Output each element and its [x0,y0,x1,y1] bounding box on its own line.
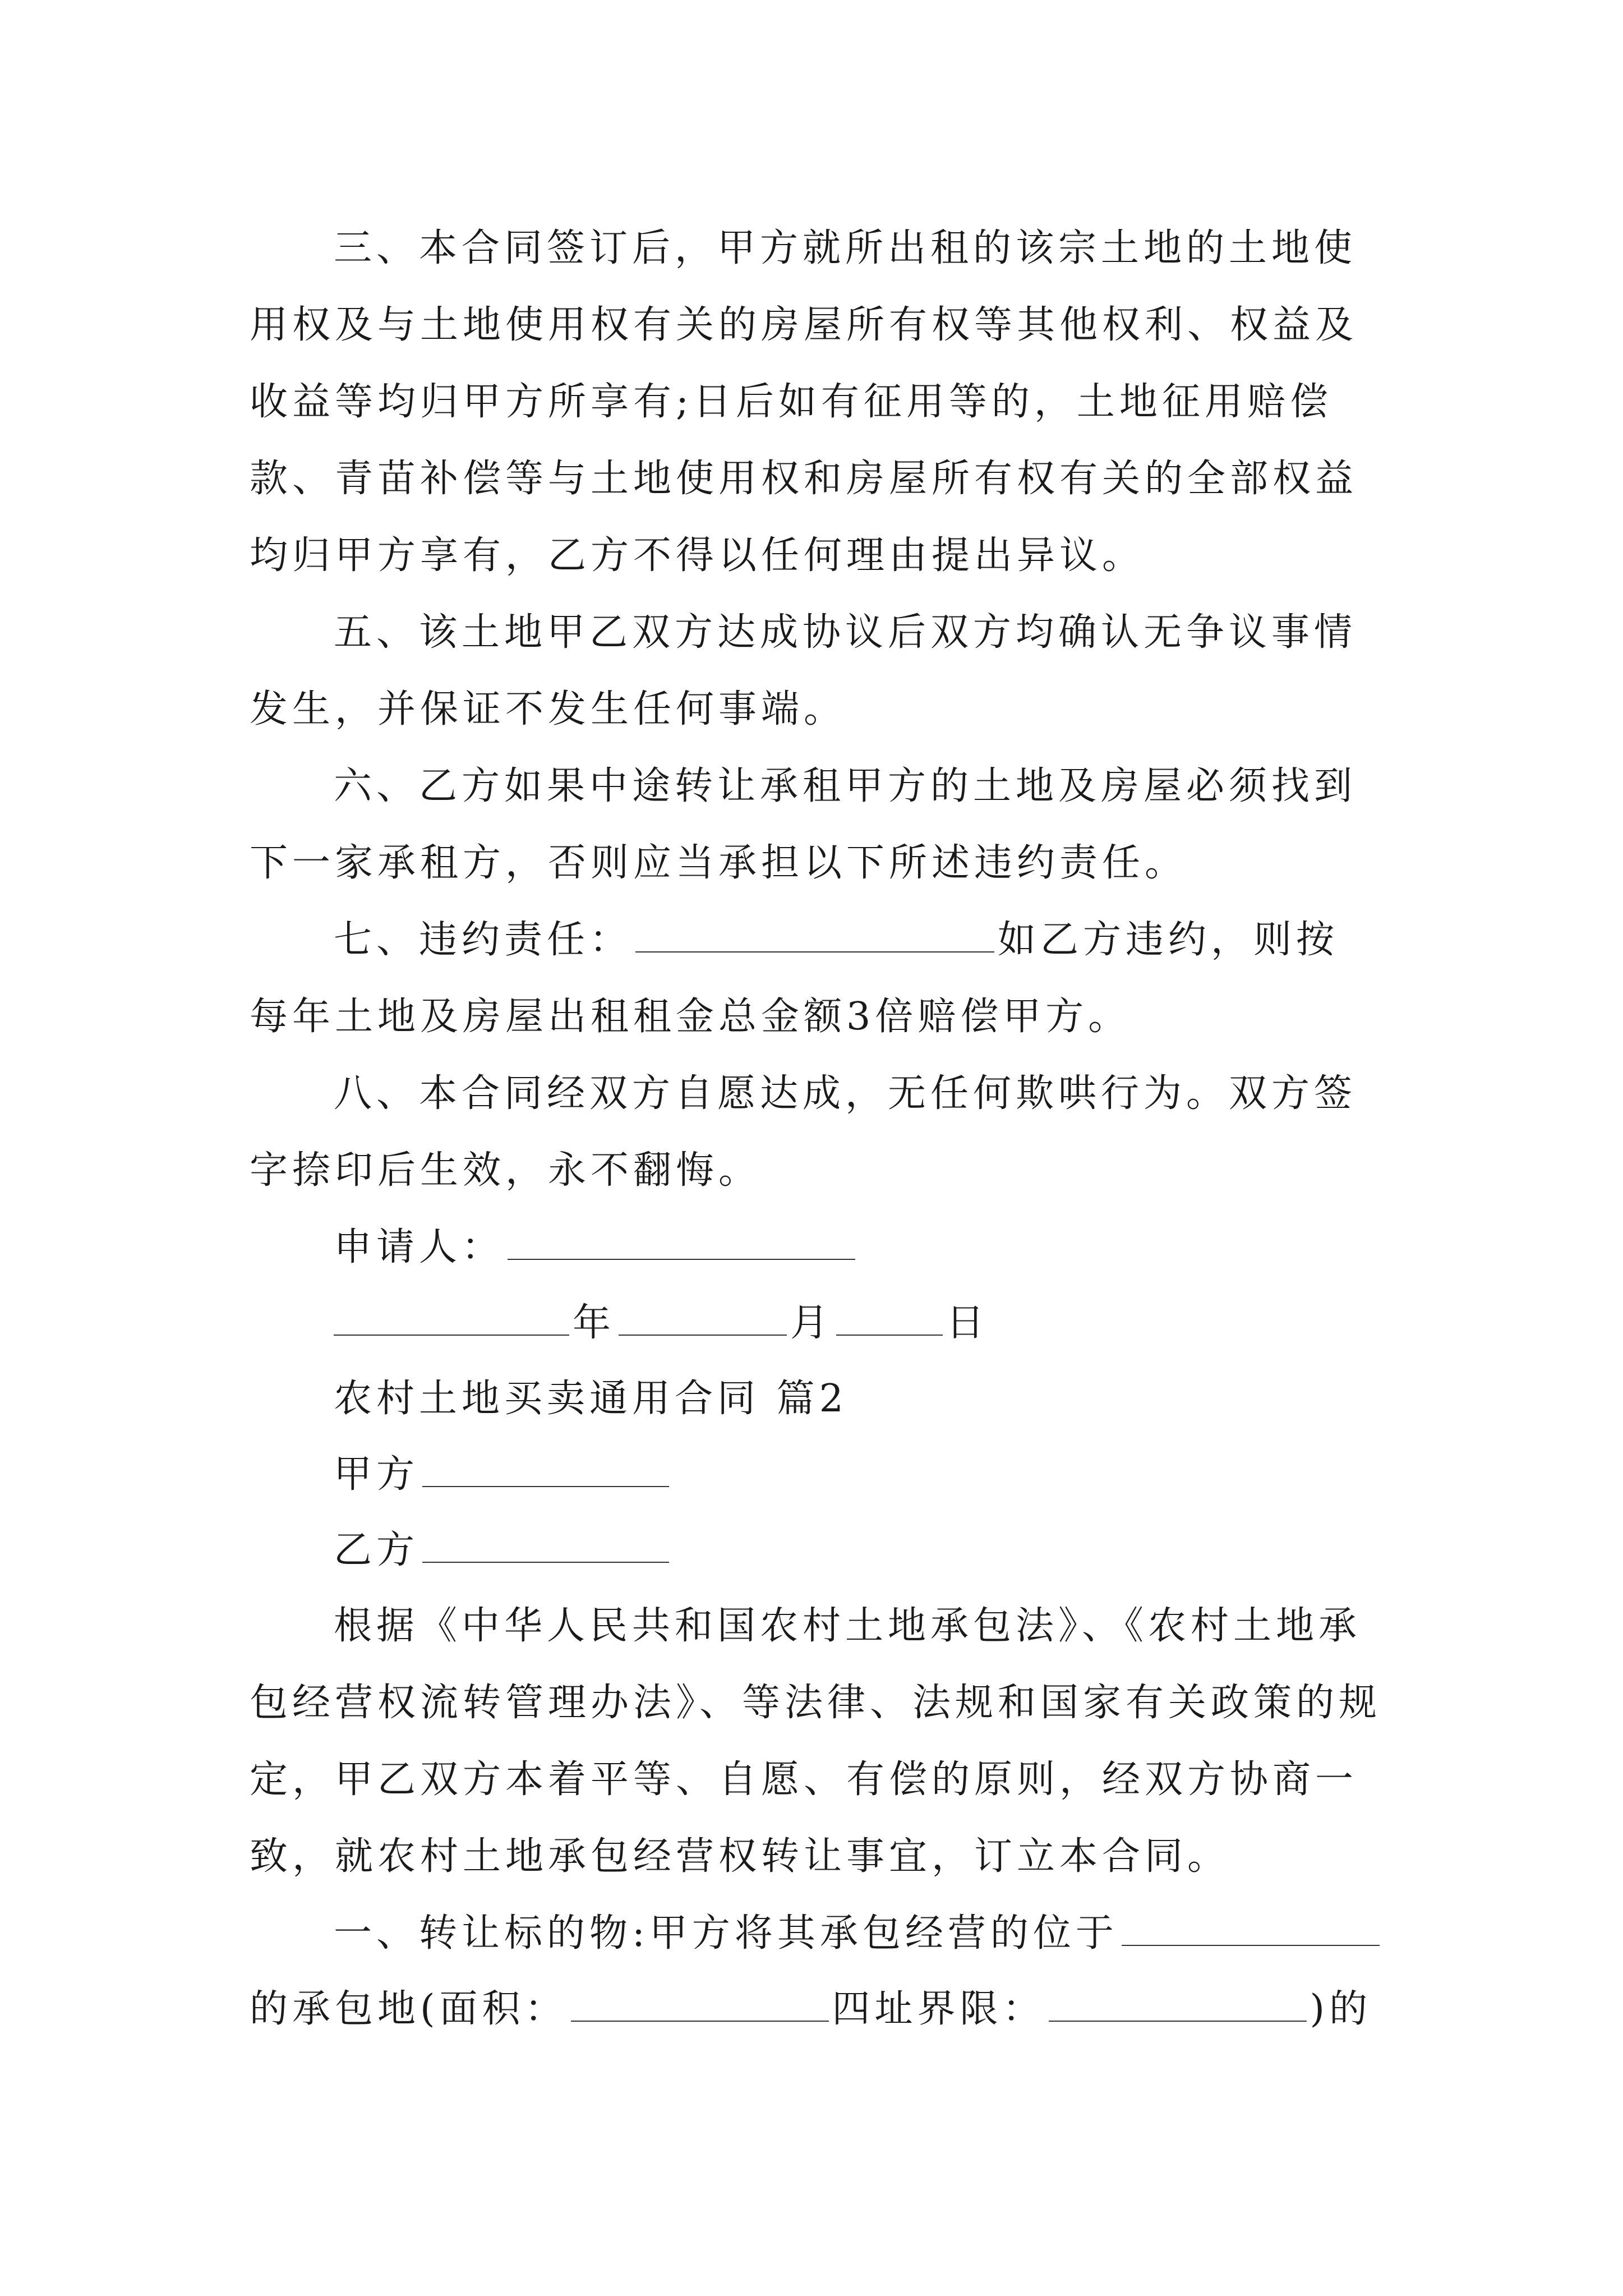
month-blank [619,1301,787,1336]
article-7-line-1 [334,901,1339,978]
area-label: 的承包地(面积： [250,1987,568,2031]
party-b-label: 乙方 [334,1528,419,1572]
penalty-blank [635,918,994,953]
party-b-blank [422,1528,669,1563]
boundary-blank [1049,1987,1307,2022]
day-blank [836,1301,943,1336]
area-blank [571,1987,829,2022]
paragraph-article-5: 五、该土地甲乙双方达成协议后双方均确认无争议事情发生，并保证不发生任何事端。 [250,610,1357,731]
paragraph-article-3: 三、本合同签订后，甲方就所出租的该宗土地的土地使用权及与土地使用权有关的房屋所有权等其他权利、权益及收益等均归甲方所享有;日后如有征用等的，土地征用赔偿款、青苗补偿等与土地使用权和房屋所有权有关的全部权益均归甲方享有，乙方不得以任何理由提出异议。 [250,226,1358,578]
article-7-text: 如乙方违约，则按 [998,918,1339,962]
party-a-line [334,1436,672,1513]
applicant-label: 申请人： [334,1225,505,1269]
section-title: 农村土地买卖通用合同 篇2 [334,1377,848,1421]
applicant-blank [508,1225,855,1260]
article-7-line-2: 每年土地及房屋出租租金总金额3倍赔偿甲方。 [250,995,1131,1039]
date-year-label: 年 [573,1301,616,1345]
article-1-line-1 [334,1895,1383,1972]
date-line [334,1285,989,1361]
boundary-label: 四址界限： [832,1987,1045,2031]
party-b-line [334,1512,672,1589]
date-day-label: 日 [946,1301,989,1345]
article-1-end: )的 [1310,1987,1372,2031]
year-blank [334,1301,569,1336]
paragraph-article-6: 六、乙方如果中途转让承租甲方的土地及房屋必须找到下一家承租方，否则应当承担以下所述违约责任。 [250,764,1357,885]
date-month-label: 月 [790,1301,833,1345]
location-blank [1122,1911,1380,1946]
article-7-label: 七、违约责任： [334,918,633,962]
paragraph-intro: 根据《中华人民共和国农村土地承包法》、《农村土地承包经营权流转管理办法》、等法律、法规和国家有关政策的规定，甲乙双方本着平等、自愿、有偿的原则，经双方协商一致，就农村土地承包经营权转让事宜，订立本合同。 [250,1604,1382,1879]
paragraph-article-8: 八、本合同经双方自愿达成，无任何欺哄行为。双方签字捺印后生效，永不翻悔。 [250,1071,1357,1193]
article-1-line-2 [250,1971,1372,2047]
party-a-label: 甲方 [334,1452,419,1497]
party-a-blank [422,1452,669,1487]
article-1-text: 一、转让标的物:甲方将其承包经营的位于 [334,1911,1118,1955]
applicant-line [334,1209,859,1286]
